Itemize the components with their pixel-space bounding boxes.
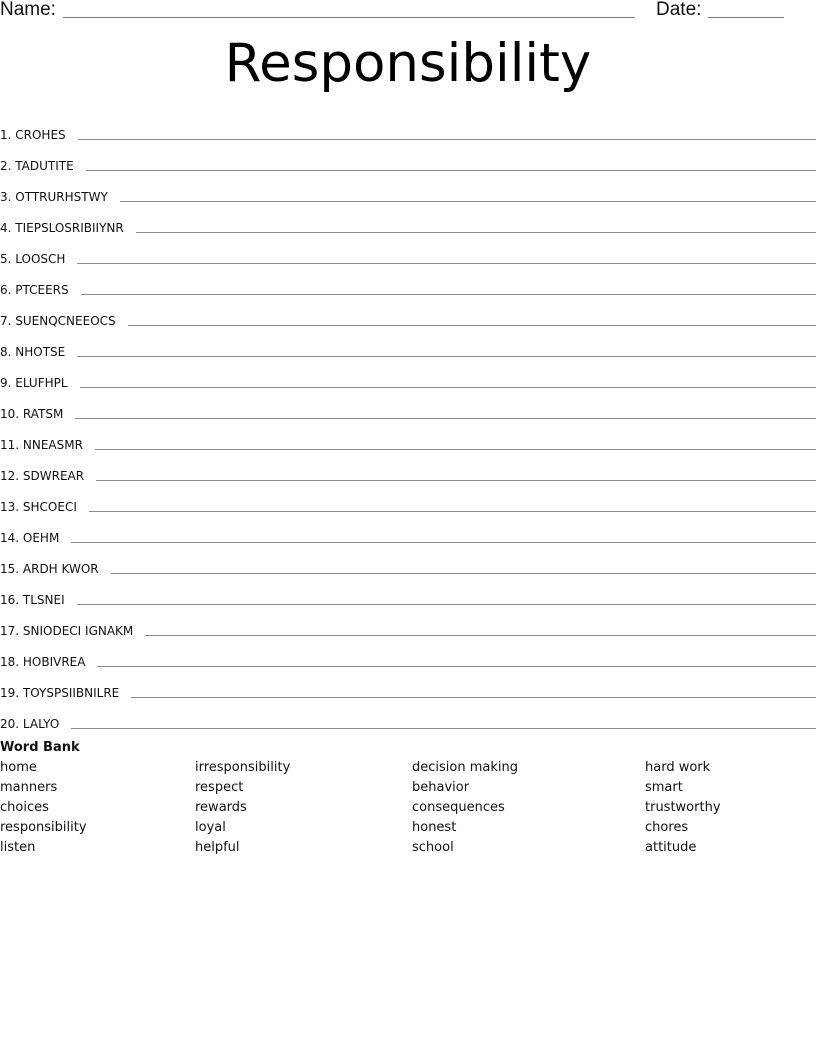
scramble-row bbox=[0, 515, 816, 546]
worksheet-header bbox=[0, 0, 816, 22]
scrambled-word: 3. OTTRURHSTWY bbox=[0, 190, 108, 204]
scrambled-word: 7. SUENQCNEEOCS bbox=[0, 314, 116, 328]
word-bank-item: attitude bbox=[645, 840, 697, 855]
scrambled-word: 12. SDWREAR bbox=[0, 469, 85, 483]
word-bank-item: hard work bbox=[645, 760, 711, 775]
scramble-row bbox=[0, 329, 816, 360]
word-bank-item: manners bbox=[0, 780, 58, 795]
answer-line[interactable] bbox=[136, 232, 816, 233]
word-bank-item: helpful bbox=[195, 840, 240, 855]
answer-line[interactable] bbox=[96, 480, 816, 481]
word-bank-item: home bbox=[0, 760, 37, 775]
scrambled-word: 1. CROHES bbox=[0, 128, 66, 142]
scrambled-word: 9. ELUFHPL bbox=[0, 376, 68, 390]
answer-line[interactable] bbox=[97, 666, 816, 667]
word-bank bbox=[0, 759, 816, 859]
answer-line[interactable] bbox=[71, 542, 816, 543]
word-bank-item: loyal bbox=[195, 820, 226, 835]
scramble-row bbox=[0, 236, 816, 267]
page-title: Responsibility bbox=[224, 33, 592, 94]
word-bank-item: responsibility bbox=[0, 820, 87, 835]
scramble-row bbox=[0, 546, 816, 577]
scramble-row bbox=[0, 484, 816, 515]
date-field[interactable] bbox=[708, 17, 784, 18]
scrambled-word: 4. TIEPSLOSRIBIIYNR bbox=[0, 221, 124, 235]
scrambled-word: 19. TOYSPSIIBNILRE bbox=[0, 686, 120, 700]
word-bank-item: irresponsibility bbox=[195, 760, 291, 775]
scrambled-word: 8. NHOTSE bbox=[0, 345, 66, 359]
answer-line[interactable] bbox=[131, 697, 816, 698]
scramble-row bbox=[0, 639, 816, 670]
word-bank-item: rewards bbox=[195, 800, 247, 815]
word-bank-item: consequences bbox=[412, 800, 505, 815]
scramble-row bbox=[0, 267, 816, 298]
scrambled-word: 18. HOBIVREA bbox=[0, 655, 86, 669]
scramble-row bbox=[0, 205, 816, 236]
scramble-list bbox=[0, 112, 816, 732]
scrambled-word: 16. TLSNEI bbox=[0, 593, 65, 607]
answer-line[interactable] bbox=[77, 263, 816, 264]
word-bank-item: chores bbox=[645, 820, 689, 835]
scramble-row bbox=[0, 298, 816, 329]
answer-line[interactable] bbox=[120, 201, 816, 202]
scramble-row bbox=[0, 174, 816, 205]
answer-line[interactable] bbox=[77, 604, 816, 605]
scramble-row bbox=[0, 577, 816, 608]
word-bank-item: smart bbox=[645, 780, 683, 795]
scramble-row bbox=[0, 701, 816, 732]
name-label: Name: bbox=[0, 0, 56, 20]
scrambled-word: 13. SHCOECI bbox=[0, 500, 77, 514]
answer-line[interactable] bbox=[80, 387, 816, 388]
scrambled-word: 20. LALYO bbox=[0, 717, 60, 731]
word-bank-item: trustworthy bbox=[645, 800, 721, 815]
scramble-row bbox=[0, 391, 816, 422]
scrambled-word: 14. OEHM bbox=[0, 531, 60, 545]
scramble-row bbox=[0, 422, 816, 453]
answer-line[interactable] bbox=[77, 356, 816, 357]
answer-line[interactable] bbox=[75, 418, 816, 419]
answer-line[interactable] bbox=[111, 573, 816, 574]
word-bank-item: school bbox=[412, 840, 454, 855]
scramble-row bbox=[0, 143, 816, 174]
word-bank-item: choices bbox=[0, 800, 49, 815]
scrambled-word: 15. ARDH KWOR bbox=[0, 562, 99, 576]
scrambled-word: 2. TADUTITE bbox=[0, 159, 74, 173]
scramble-row bbox=[0, 670, 816, 701]
scrambled-word: 5. LOOSCH bbox=[0, 252, 66, 266]
scramble-row bbox=[0, 608, 816, 639]
word-bank-item: behavior bbox=[412, 780, 470, 795]
scramble-row bbox=[0, 453, 816, 484]
scramble-row bbox=[0, 112, 816, 143]
scrambled-word: 6. PTCEERS bbox=[0, 283, 69, 297]
scrambled-word: 17. SNIODECI IGNAKM bbox=[0, 624, 134, 638]
answer-line[interactable] bbox=[81, 294, 816, 295]
word-bank-item: decision making bbox=[412, 760, 518, 775]
name-field[interactable] bbox=[63, 17, 635, 18]
answer-line[interactable] bbox=[89, 511, 816, 512]
answer-line[interactable] bbox=[145, 635, 816, 636]
word-bank-title: Word Bank bbox=[0, 740, 80, 755]
date-label: Date: bbox=[656, 0, 702, 20]
scrambled-word: 10. RATSM bbox=[0, 407, 64, 421]
word-bank-item: respect bbox=[195, 780, 244, 795]
word-bank-item: honest bbox=[412, 820, 457, 835]
answer-line[interactable] bbox=[71, 728, 816, 729]
answer-line[interactable] bbox=[86, 170, 816, 171]
scramble-row bbox=[0, 360, 816, 391]
answer-line[interactable] bbox=[95, 449, 816, 450]
word-bank-item: listen bbox=[0, 840, 36, 855]
answer-line[interactable] bbox=[78, 139, 816, 140]
scrambled-word: 11. NNEASMR bbox=[0, 438, 83, 452]
answer-line[interactable] bbox=[128, 325, 816, 326]
